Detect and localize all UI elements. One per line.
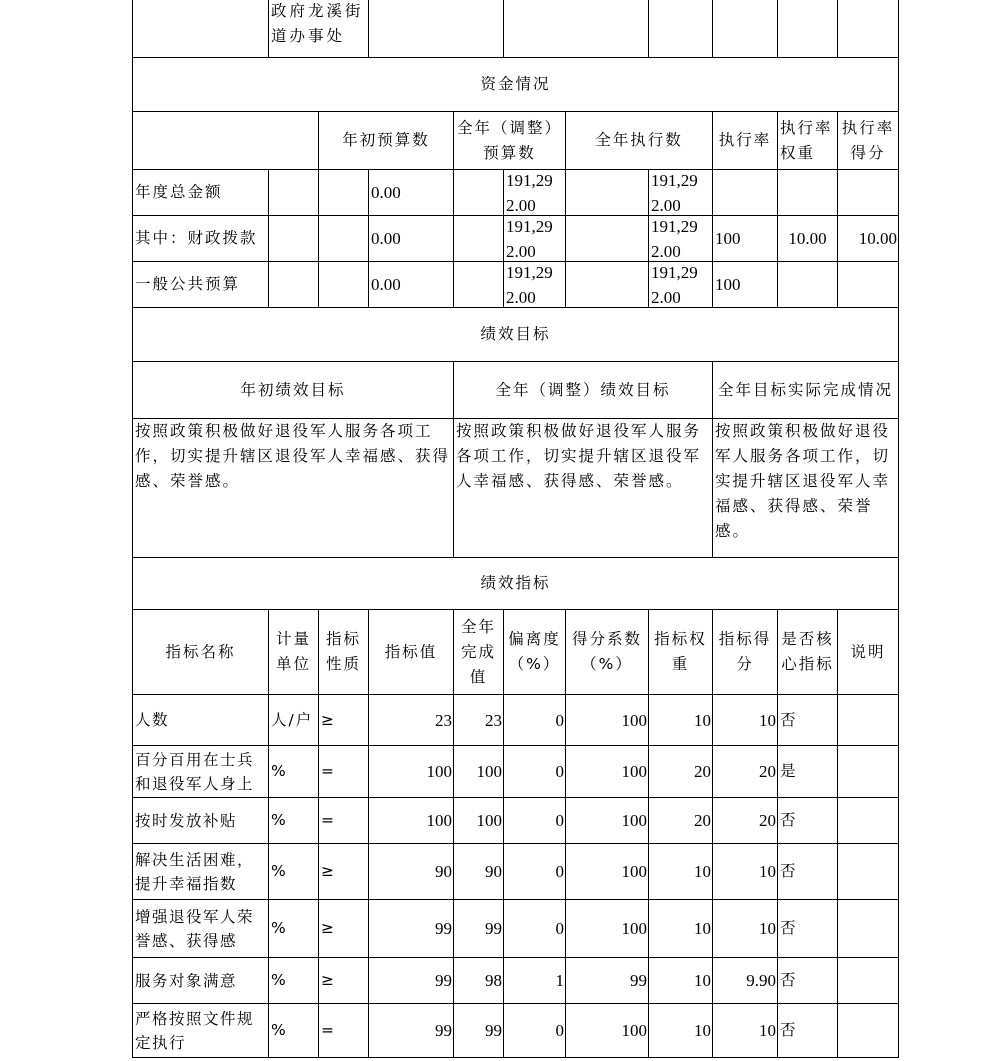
indicator-target: [368, 694, 454, 746]
funds-adjusted-text: 191,292.00: [506, 170, 553, 215]
indicator-score-text: 10: [759, 862, 776, 881]
indicator-target-text: 90: [435, 862, 452, 881]
indicator-deviation: [503, 745, 566, 798]
indicator-coef: [565, 694, 649, 746]
indicator-name-text: 服务对象满意: [135, 971, 238, 990]
indicator-coef: [565, 957, 649, 1004]
indicator-weight: [648, 843, 713, 900]
indicator-header-weight-text: 指标权重: [654, 630, 707, 673]
indicator-unit: [268, 899, 319, 958]
indicator-header-target: [368, 609, 454, 695]
top-cell: [837, 0, 899, 58]
funds-adjusted: [503, 215, 566, 262]
indicator-deviation: [503, 957, 566, 1004]
funds-executed-text: 191,292.00: [651, 216, 698, 261]
indicator-weight-text: 10: [694, 1021, 711, 1040]
indicator-coef-text: 100: [621, 862, 647, 881]
indicator-core-text: 否: [780, 1021, 798, 1039]
indicator-unit: [268, 1003, 319, 1058]
indicator-deviation: [503, 843, 566, 900]
header-rate: [712, 111, 778, 170]
indicator-actual: [453, 1003, 504, 1058]
funds-adjusted-text: 191,292.00: [506, 262, 553, 307]
header-rate-text: 执行率: [718, 131, 772, 149]
indicator-name: [132, 957, 269, 1004]
indicator-nature-text: =: [321, 1021, 336, 1039]
indicator-deviation-text: 0: [555, 710, 564, 730]
indicator-unit: [268, 797, 319, 844]
empty-cell: [318, 215, 369, 262]
empty-cell: [268, 261, 319, 308]
header-adjusted-budget: [453, 111, 566, 170]
goals-header-initial: [132, 361, 454, 419]
goals-header-adjusted-text: 全年（调整）绩效目标: [495, 380, 671, 399]
indicator-deviation: [503, 694, 566, 746]
indicator-core-text: 否: [780, 811, 798, 829]
unit-name-cell: [268, 0, 369, 58]
funds-weight: [777, 169, 838, 216]
indicator-header-nature-text: 指标性质: [325, 630, 361, 673]
indicator-header-note: [837, 609, 899, 695]
indicator-nature: [318, 694, 369, 746]
indicator-core-text: 否: [780, 971, 798, 989]
indicator-header-name: [132, 609, 269, 695]
indicator-name-text: 解决生活困难，提升幸福指数: [135, 850, 255, 893]
indicator-actual-text: 100: [476, 811, 502, 830]
funds-executed-text: 191,292.00: [651, 170, 698, 215]
indicator-score: [712, 694, 778, 746]
goals-section-title: [132, 307, 899, 362]
funds-adjusted-text: 191,292.00: [506, 216, 553, 261]
indicator-nature: [318, 1003, 369, 1058]
funds-row-label: [132, 215, 269, 262]
indicator-header-unit-text: 计量单位: [275, 630, 311, 673]
indicator-score: [712, 745, 778, 798]
indicator-nature: [318, 899, 369, 958]
empty-cell: [453, 215, 504, 262]
indicator-weight-text: 20: [694, 762, 711, 781]
indicator-actual: [453, 899, 504, 958]
indicator-header-deviation-text: 偏离度（%）: [508, 630, 561, 673]
indicator-name: [132, 899, 269, 958]
funds-header-blank: [132, 111, 319, 170]
goals-header-adjusted: [453, 361, 713, 419]
indicator-score: [712, 1003, 778, 1058]
indicator-actual: [453, 694, 504, 746]
indicator-score: [712, 843, 778, 900]
indicator-note: [837, 797, 899, 844]
indicator-actual-text: 99: [485, 919, 502, 938]
indicator-name: [132, 843, 269, 900]
indicator-core: [777, 843, 838, 900]
indicator-actual: [453, 797, 504, 844]
indicator-note: [837, 694, 899, 746]
empty-cell: [453, 261, 504, 308]
funds-row-label-text: 其中：财政拨款: [135, 229, 258, 247]
indicator-core-text: 否: [780, 710, 798, 729]
indicator-coef-text: 100: [621, 710, 647, 730]
funds-executed: [648, 261, 713, 308]
indicator-weight: [648, 745, 713, 798]
header-initial-budget: [318, 111, 454, 170]
indicator-score: [712, 899, 778, 958]
indicator-name: [132, 797, 269, 844]
goals-section-title-text: 绩效目标: [480, 325, 551, 343]
indicator-deviation-text: 0: [555, 762, 564, 781]
indicator-score: [712, 957, 778, 1004]
funds-section-title: [132, 57, 899, 112]
indicator-core-text: 是: [780, 762, 798, 780]
indicator-header-core-text: 是否核心指标: [781, 630, 834, 673]
indicator-nature: [318, 797, 369, 844]
indicator-header-actual: [453, 609, 504, 695]
indicator-score: [712, 797, 778, 844]
indicator-header-actual-text: 全年完成值: [460, 617, 496, 686]
indicator-core: [777, 899, 838, 958]
indicator-core-text: 否: [780, 862, 798, 880]
funds-rate: [712, 261, 778, 308]
indicator-nature: [318, 745, 369, 798]
indicator-name: [132, 694, 269, 746]
indicator-coef: [565, 797, 649, 844]
indicator-coef-text: 100: [621, 1021, 647, 1040]
header-initial-budget-text: 年初预算数: [342, 131, 430, 149]
indicator-nature-text: =: [321, 762, 336, 780]
indicator-score-text: 9.90: [746, 971, 776, 990]
funds-weight: [777, 215, 838, 262]
funds-rate: [712, 215, 778, 262]
indicator-nature-text: ≥: [321, 971, 336, 989]
indicator-nature-text: ≥: [321, 710, 336, 729]
indicator-name: [132, 745, 269, 798]
indicator-core: [777, 797, 838, 844]
indicator-deviation-text: 0: [555, 811, 564, 830]
funds-rate-text: 100: [715, 229, 741, 248]
funds-adjusted: [503, 169, 566, 216]
indicator-deviation-text: 1: [555, 971, 564, 990]
indicator-actual: [453, 745, 504, 798]
indicator-actual: [453, 957, 504, 1004]
funds-weight: [777, 261, 838, 308]
indicator-unit-text: 人/户: [271, 710, 314, 729]
indicator-actual-text: 23: [485, 710, 502, 730]
indicator-core: [777, 745, 838, 798]
indicator-name: [132, 1003, 269, 1058]
empty-cell: [453, 169, 504, 216]
empty-cell: [565, 261, 649, 308]
indicator-unit-text: %: [271, 762, 288, 780]
funds-executed: [648, 169, 713, 216]
goals-actual-text: [712, 418, 899, 558]
indicator-actual-text: 100: [476, 762, 502, 781]
header-executed-text: 全年执行数: [595, 131, 683, 149]
funds-row-label: [132, 169, 269, 216]
empty-cell: [268, 169, 319, 216]
indicator-core: [777, 1003, 838, 1058]
indicator-target: [368, 899, 454, 958]
empty-cell: [268, 215, 319, 262]
indicator-header-note-text: 说明: [850, 642, 886, 661]
indicator-nature: [318, 957, 369, 1004]
unit-name-cell-text: 政府龙溪街道办事处: [271, 2, 364, 45]
funds-score: [837, 169, 899, 216]
goals-initial-text-text: 按照政策积极做好退役军人服务各项工作，切实提升辖区退役军人幸福感、获得感、荣誉感。: [135, 422, 451, 490]
funds-initial: [368, 215, 454, 262]
indicator-core-text: 否: [780, 919, 798, 937]
indicator-coef: [565, 899, 649, 958]
indicator-header-score-text: 指标得分: [718, 630, 772, 673]
top-cell: [368, 0, 504, 58]
funds-initial-text: 0.00: [371, 275, 401, 294]
funds-initial: [368, 169, 454, 216]
indicator-unit-text: %: [271, 1021, 288, 1039]
header-adjusted-budget-text: 全年（调整）预算数: [456, 118, 562, 162]
indicator-unit: [268, 745, 319, 798]
empty-cell: [565, 215, 649, 262]
goals-adjusted-text: [453, 418, 713, 558]
goals-header-initial-text: 年初绩效目标: [240, 380, 346, 399]
indicator-header-deviation: [503, 609, 566, 695]
indicator-name-text: 按时发放补贴: [135, 811, 238, 830]
indicator-deviation: [503, 899, 566, 958]
indicator-target: [368, 843, 454, 900]
indicator-coef-text: 100: [621, 811, 647, 830]
indicator-weight-text: 10: [694, 862, 711, 881]
indicator-deviation: [503, 1003, 566, 1058]
funds-executed-text: 191,292.00: [651, 262, 698, 307]
indicator-name-text: 百分百用在士兵和退役军人身上: [135, 750, 255, 793]
indicator-note: [837, 745, 899, 798]
indicator-weight-text: 20: [694, 811, 711, 830]
indicator-target-text: 99: [435, 1021, 452, 1040]
indicator-nature: [318, 843, 369, 900]
funds-score: [837, 261, 899, 308]
funds-executed: [648, 215, 713, 262]
indicator-header-coef: [565, 609, 649, 695]
indicator-header-name-text: 指标名称: [165, 642, 236, 661]
indicator-target: [368, 957, 454, 1004]
indicator-nature-text: =: [321, 811, 336, 829]
indicator-actual-text: 90: [485, 862, 502, 881]
indicator-name-text: 严格按照文件规定执行: [135, 1009, 255, 1052]
indicator-note: [837, 957, 899, 1004]
indicator-target-text: 23: [435, 710, 452, 730]
funds-initial-text: 0.00: [371, 183, 401, 202]
top-cell: [712, 0, 778, 58]
funds-rate: [712, 169, 778, 216]
indicator-actual-text: 99: [485, 1021, 502, 1040]
indicator-header-nature: [318, 609, 369, 695]
indicator-header-core: [777, 609, 838, 695]
indicator-deviation-text: 0: [555, 862, 564, 881]
indicator-coef-text: 99: [630, 971, 647, 990]
indicator-note: [837, 1003, 899, 1058]
indicator-header-weight: [648, 609, 713, 695]
indicator-core: [777, 957, 838, 1004]
indicator-coef: [565, 1003, 649, 1058]
indicator-target-text: 99: [435, 919, 452, 938]
goals-initial-text: [132, 418, 454, 558]
indicator-actual-text: 98: [485, 971, 502, 990]
funds-score: [837, 215, 899, 262]
top-cell: [777, 0, 838, 58]
indicator-coef-text: 100: [621, 762, 647, 781]
indicator-target-text: 100: [426, 811, 452, 830]
indicator-header-coef-text: 得分系数（%）: [571, 630, 642, 673]
indicator-unit: [268, 843, 319, 900]
funds-section-title-text: 资金情况: [480, 75, 551, 93]
funds-row-label: [132, 261, 269, 308]
indicator-unit-text: %: [271, 919, 288, 937]
header-rate-weight-text: 执行率权重: [780, 118, 833, 162]
funds-rate-text: 100: [715, 275, 741, 294]
funds-initial-text: 0.00: [371, 229, 401, 248]
indicator-target: [368, 1003, 454, 1058]
indicator-unit-text: %: [271, 811, 288, 829]
indicator-coef-text: 100: [621, 919, 647, 938]
indicator-score-text: 10: [759, 710, 776, 730]
funds-row-label-text: 年度总金额: [135, 183, 223, 201]
indicator-coef: [565, 745, 649, 798]
indicator-weight: [648, 1003, 713, 1058]
indicator-unit-text: %: [271, 862, 288, 880]
indicator-note: [837, 843, 899, 900]
indicator-core: [777, 694, 838, 746]
empty-cell: [318, 169, 369, 216]
goals-adjusted-text-text: 按照政策积极做好退役军人服务各项工作，切实提升辖区退役军人幸福感、获得感、荣誉感。: [456, 422, 702, 490]
indicator-header-target-text: 指标值: [384, 642, 438, 661]
indicator-nature-text: ≥: [321, 919, 336, 937]
indicator-unit: [268, 957, 319, 1004]
indicator-actual: [453, 843, 504, 900]
indicator-header-score: [712, 609, 778, 695]
funds-weight-text: 10.00: [788, 229, 827, 248]
indicator-score-text: 20: [759, 762, 776, 781]
goals-header-actual: [712, 361, 899, 419]
indicator-score-text: 10: [759, 919, 776, 938]
indicator-target-text: 100: [426, 762, 452, 781]
indicator-weight-text: 10: [694, 971, 711, 990]
indicator-deviation-text: 0: [555, 919, 564, 938]
indicator-weight: [648, 899, 713, 958]
header-executed: [565, 111, 713, 170]
indicator-weight: [648, 694, 713, 746]
header-rate-weight: [777, 111, 838, 170]
indicator-name-text: 增强退役军人荣誉感、获得感: [135, 907, 255, 950]
indicators-section-title-text: 绩效指标: [480, 574, 551, 592]
top-cell: [648, 0, 713, 58]
indicator-weight-text: 10: [694, 919, 711, 938]
funds-row-label-text: 一般公共预算: [135, 275, 241, 293]
indicator-weight: [648, 957, 713, 1004]
indicators-section-title: [132, 557, 899, 610]
empty-cell: [318, 261, 369, 308]
indicator-target: [368, 745, 454, 798]
indicator-nature-text: ≥: [321, 862, 336, 880]
goals-actual-text-text: 按照政策积极做好退役军人服务各项工作，切实提升辖区退役军人幸福感、获得感、荣誉感。: [715, 422, 891, 540]
funds-initial: [368, 261, 454, 308]
indicator-name-text: 人数: [135, 711, 170, 729]
indicator-weight: [648, 797, 713, 844]
indicator-target-text: 99: [435, 971, 452, 990]
indicator-deviation: [503, 797, 566, 844]
indicator-score-text: 10: [759, 1021, 776, 1040]
indicator-weight-text: 10: [694, 710, 711, 730]
indicator-score-text: 20: [759, 811, 776, 830]
top-cell: [503, 0, 649, 58]
indicator-coef: [565, 843, 649, 900]
empty-cell: [565, 169, 649, 216]
header-rate-score-text: 执行率得分: [841, 118, 895, 162]
funds-score-text: 10.00: [858, 229, 897, 248]
funds-adjusted: [503, 261, 566, 308]
indicator-target: [368, 797, 454, 844]
indicator-deviation-text: 0: [555, 1021, 564, 1040]
indicator-note: [837, 899, 899, 958]
indicator-header-unit: [268, 609, 319, 695]
header-rate-score: [837, 111, 899, 170]
goals-header-actual-text: 全年目标实际完成情况: [717, 380, 893, 399]
top-empty-cell: [132, 0, 269, 58]
indicator-unit-text: %: [271, 971, 288, 989]
indicator-unit: [268, 694, 319, 746]
